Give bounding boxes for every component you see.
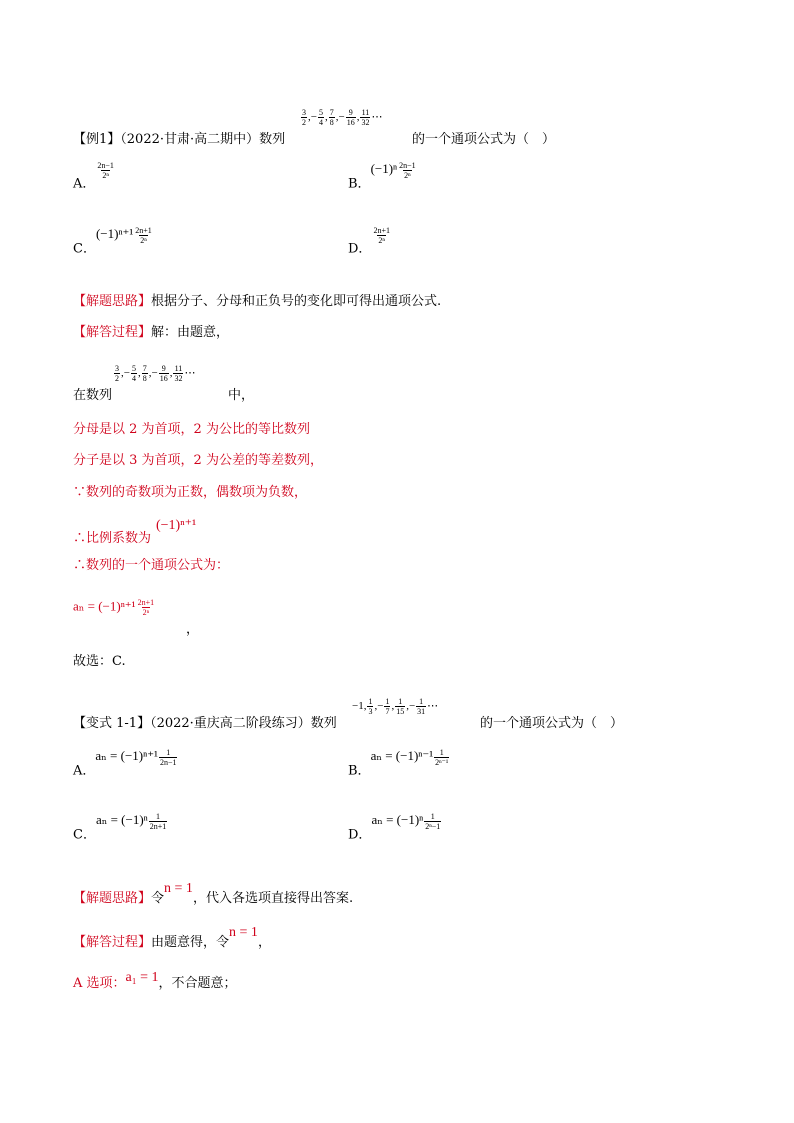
option-fraction — [398, 161, 417, 180]
seq-numerator: 9 — [348, 108, 353, 117]
option-numerator: 2n+1 — [135, 226, 152, 235]
option-label: C． — [73, 827, 96, 843]
option-label: C． — [73, 241, 96, 257]
a-option-post: ，不合题意； — [158, 976, 237, 991]
option-formula — [370, 748, 451, 767]
variant-process-pre: 由题意得，令 — [151, 935, 230, 950]
seq-fraction — [318, 108, 324, 127]
option-b[interactable] — [348, 161, 418, 194]
a-option-math: a₁ = 1 — [125, 970, 159, 985]
option-c[interactable] — [73, 226, 154, 259]
variant-idea-post: ，代入各选项直接得出答案. — [192, 891, 354, 906]
option-formula — [95, 161, 116, 180]
option-label: A． — [73, 763, 96, 779]
seq-comma: , — [356, 111, 360, 124]
coefficient-math: (−1)ⁿ⁺¹ — [156, 518, 197, 533]
seq-comma: , — [406, 700, 409, 713]
seq-ellipsis: ⋯ — [371, 111, 383, 124]
in-sequence-prefix: 在数列 — [73, 388, 113, 403]
seq-denominator: 31 — [417, 707, 426, 716]
seq-comma: , — [308, 111, 311, 124]
variant-process — [73, 925, 271, 951]
seq-numerator: 1 — [368, 697, 373, 706]
option-denominator: 2ⁿ — [102, 171, 109, 180]
option-formula — [95, 748, 178, 767]
option-formula — [370, 161, 418, 180]
seq-denominator: 15 — [396, 707, 405, 716]
option-label: B． — [348, 176, 371, 192]
seq-denominator: 3 — [368, 707, 373, 716]
answer-lhs: aₙ = (−1)ⁿ⁺¹ — [73, 598, 136, 614]
option-numerator: 2n−1 — [399, 161, 416, 170]
seq-sign: − — [377, 700, 384, 713]
variant-a-check — [73, 970, 237, 992]
process-tag: 【解答过程】 — [73, 325, 152, 340]
seq-denominator: 4 — [318, 118, 323, 127]
example1-prefix: 【例1】（2022·甘肃·高二期中）数列 — [73, 132, 286, 147]
option-denominator: 2ⁿ−1 — [425, 822, 441, 831]
in-sequence-math — [113, 364, 195, 383]
seq-numerator: 3 — [302, 108, 306, 117]
seq-sign: − — [338, 111, 345, 124]
variant-idea-tag: 【解题思路】 — [73, 891, 152, 906]
variant-option-d[interactable] — [348, 812, 442, 845]
seq-denominator: 16 — [346, 118, 355, 127]
answer-formula — [73, 598, 156, 617]
variant-process-tag: 【解答过程】 — [73, 935, 152, 950]
a-option-label: A 选项： — [73, 976, 126, 991]
idea-tag: 【解题思路】 — [73, 294, 152, 309]
option-fraction — [424, 812, 441, 831]
option-fraction — [96, 161, 115, 180]
seq-comma: , — [391, 700, 395, 713]
option-denominator: 2n−1 — [159, 758, 177, 767]
seq-whole: 1 — [358, 700, 364, 713]
option-denominator: 2ⁿ⁻¹ — [435, 758, 449, 767]
variant-option-c[interactable] — [73, 812, 168, 845]
seq-sign: − — [123, 367, 130, 380]
seq-fraction — [384, 697, 390, 716]
option-fraction — [159, 748, 178, 767]
example1-sequence — [300, 108, 382, 127]
seq-denominator: 32 — [361, 118, 370, 127]
solution-process — [73, 325, 229, 341]
line-numerator: 分子是以 3 为首项，2 为公差的等差数列， — [73, 453, 323, 468]
option-fraction — [372, 226, 391, 245]
seq-denominator: 32 — [174, 374, 183, 383]
seq-ellipsis: ⋯ — [427, 700, 439, 713]
line-denominator: 分母是以 2 为首项，2 为公比的等比数列 — [73, 422, 310, 437]
answer-comma: ， — [186, 622, 200, 637]
answer-numerator: 2n+1 — [137, 598, 155, 607]
variant-idea-pre: 令 — [151, 891, 165, 906]
seq-fraction — [142, 364, 148, 383]
seq-denominator: 8 — [142, 374, 147, 383]
seq-numerator: 5 — [131, 364, 136, 373]
option-denominator: 2ⁿ — [378, 236, 385, 245]
variant-title-prefix: 【变式 1-1】（2022·重庆高二阶段练习）数列 — [73, 716, 337, 731]
option-label: D． — [348, 827, 372, 843]
variant-sequence — [352, 697, 438, 716]
option-prefix: (−1)ⁿ⁺¹ — [95, 226, 134, 242]
seq-fraction — [131, 364, 137, 383]
option-denominator: 2ⁿ — [404, 171, 411, 180]
seq-fraction — [114, 364, 120, 383]
seq-denominator: 7 — [385, 707, 390, 716]
seq-fraction — [346, 108, 356, 127]
variant-idea — [73, 881, 354, 907]
option-formula — [95, 226, 154, 245]
seq-numerator: 1 — [398, 697, 403, 706]
option-prefix: (−1)ⁿ — [370, 161, 398, 177]
option-numerator: 1 — [166, 748, 171, 757]
seq-fraction — [395, 697, 405, 716]
seq-numerator: 1 — [419, 697, 424, 706]
seq-comma: , — [324, 111, 328, 124]
option-label: D． — [348, 241, 372, 257]
option-numerator: 2n−1 — [97, 161, 114, 170]
seq-comma: , — [335, 111, 339, 124]
seq-denominator: 2 — [115, 374, 119, 383]
seq-denominator: 2 — [302, 118, 306, 127]
line-formula: ∴数列的一个通项公式为： — [73, 558, 230, 573]
seq-fraction — [159, 364, 169, 383]
seq-fraction — [367, 697, 373, 716]
seq-denominator: 8 — [329, 118, 334, 127]
example1-title — [73, 132, 285, 148]
seq-numerator: 1 — [385, 697, 390, 706]
option-label: A． — [73, 176, 96, 192]
option-numerator: 1 — [430, 812, 435, 821]
seq-numerator: 7 — [329, 108, 334, 117]
seq-fraction — [416, 697, 426, 716]
variant-option-b[interactable] — [348, 748, 450, 781]
seq-comma: , — [137, 367, 141, 380]
seq-numerator: 11 — [174, 364, 183, 373]
option-prefix: aₙ = (−1)ⁿ⁻¹ — [370, 748, 434, 764]
seq-sign: − — [151, 367, 158, 380]
option-denominator: 2n+1 — [149, 822, 167, 831]
in-sequence-suffix: 中， — [228, 388, 255, 403]
seq-fraction — [329, 108, 335, 127]
option-formula — [371, 226, 392, 245]
option-d[interactable] — [348, 226, 392, 259]
seq-comma: , — [148, 367, 152, 380]
option-prefix: aₙ = (−1)ⁿ⁺¹ — [95, 748, 158, 764]
idea-text: 根据分子、分母和正负号的变化即可得出通项公式. — [151, 294, 442, 309]
answer-fraction — [137, 598, 156, 617]
choice-line: 故选：C. — [73, 654, 126, 669]
seq-ellipsis: ⋯ — [184, 367, 196, 380]
answer-denominator: 2ⁿ — [142, 608, 150, 617]
option-formula — [371, 812, 442, 831]
option-numerator: 1 — [439, 748, 444, 757]
example1-suffix: 的一个通项公式为（ ） — [412, 132, 556, 147]
option-fraction — [434, 748, 449, 767]
seq-sign: − — [408, 700, 416, 713]
variant-suffix: 的一个通项公式为（ ） — [480, 716, 624, 731]
option-denominator: 2ⁿ — [140, 236, 147, 245]
variant-process-post: ， — [257, 935, 271, 950]
seq-comma: , — [169, 367, 173, 380]
option-fraction — [149, 812, 168, 831]
seq-comma: , — [363, 700, 367, 713]
variant-process-math: n = 1 — [229, 925, 258, 940]
option-a[interactable] — [73, 161, 116, 194]
seq-denominator: 4 — [131, 374, 136, 383]
option-prefix: aₙ = (−1)ⁿ — [371, 812, 424, 828]
variant-option-a[interactable] — [73, 748, 178, 781]
option-label: B． — [348, 763, 371, 779]
seq-sign: − — [310, 111, 317, 124]
seq-comma: , — [121, 367, 124, 380]
line-coefficient: ∴比例系数为 — [73, 531, 152, 546]
seq-comma: , — [374, 700, 378, 713]
seq-denominator: 16 — [159, 374, 168, 383]
seq-fraction — [360, 108, 370, 127]
option-numerator: 1 — [156, 812, 161, 821]
seq-numerator: 11 — [361, 108, 370, 117]
process-text: 解：由题意， — [151, 325, 230, 340]
seq-fraction — [301, 108, 307, 127]
option-formula — [95, 812, 168, 831]
solution-idea — [73, 294, 441, 310]
seq-numerator: 5 — [318, 108, 323, 117]
seq-numerator: 3 — [115, 364, 119, 373]
seq-numerator: 9 — [161, 364, 166, 373]
option-fraction — [134, 226, 153, 245]
seq-numerator: 7 — [142, 364, 147, 373]
option-numerator: 2n+1 — [373, 226, 390, 235]
option-prefix: aₙ = (−1)ⁿ — [95, 812, 148, 828]
line-sign: ∵数列的奇数项为正数，偶数项为负数， — [73, 485, 308, 500]
seq-sign: − — [352, 700, 359, 713]
seq-fraction — [173, 364, 183, 383]
variant-idea-math: n = 1 — [164, 881, 193, 896]
